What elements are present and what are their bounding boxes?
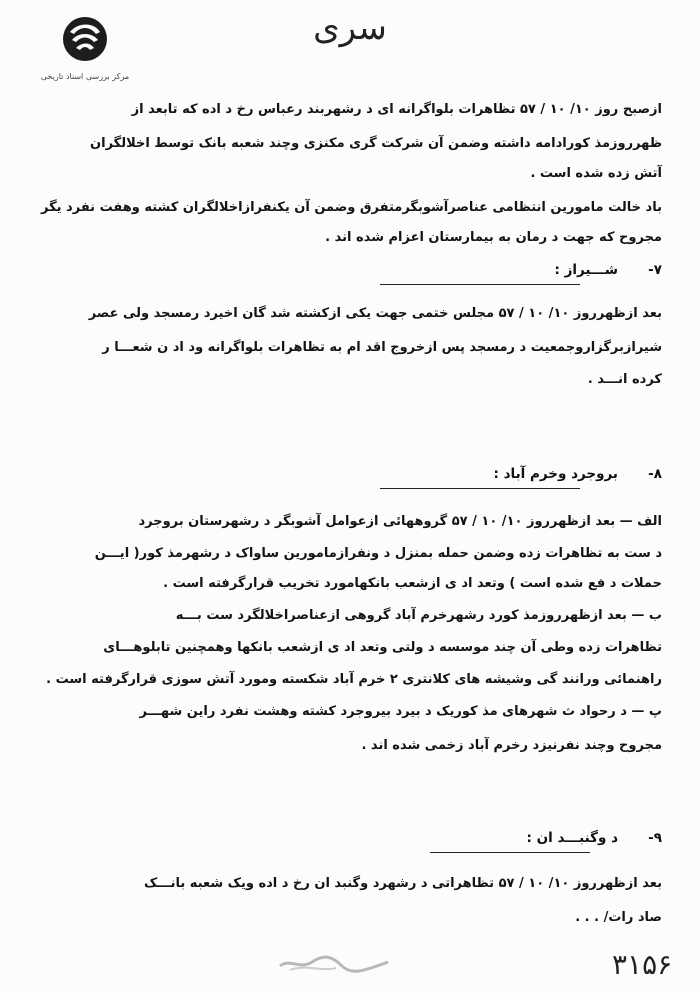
section9-title: د وگنبـــد ان : xyxy=(526,830,618,846)
section9-number: ۹- xyxy=(648,830,662,846)
paragraph5-line2: تظاهرات زده وطی آن چند موسسه د ولتی وتعد اد ی ازشعب بانکها وهمچنین تابلوهـــای xyxy=(103,640,662,655)
paragraph3-line1: بعد ازظهرروز ۱۰/ ۱۰ / ۵۷ مجلس ختمی جهت یکی ازکشته شد گان اخیرد رمسجد ولی عصر xyxy=(88,306,662,321)
paragraph2-line1: باد خالت مامورین انتظامی عناصرآشوبگرمتفرق وضمن آن یکنفرازاخلالگران کشته وهفت نفرد یگر xyxy=(41,200,662,215)
faded-stamp-icon xyxy=(270,950,400,976)
paragraph1-line3: آتش زده شده است . xyxy=(530,166,662,181)
classification-mark: سری xyxy=(313,8,387,48)
paragraph6-line1: پ — د رحواد ث شهرهای مذ کوریک د بیرد بیروجرد کشته وهشت نفرد راین شهـــر xyxy=(139,704,662,719)
paragraph1-line1: ازصبح روز ۱۰/ ۱۰ / ۵۷ تظاهرات بلواگرانه ای د رشهربند رعباس رخ د اده که تابعد از xyxy=(131,102,662,117)
paragraph6-line2: مجروح وچند نفرنیزد رخرم آباد زخمی شده اند . xyxy=(361,738,662,753)
paragraph7-line1: بعد ازظهرروز ۱۰/ ۱۰ / ۵۷ تظاهراتی د رشهرد وگنبد ان رخ د اده ویک شعبه بانـــک xyxy=(144,876,662,891)
paragraph3-line3: کرده انـــد . xyxy=(587,372,662,387)
paragraph4-line3: حملات د فع شده است ) وتعد اد ی ازشعب بانکهامورد تخریب قرارگرفته است . xyxy=(163,576,662,591)
paragraph4-line2: د ست به تظاهرات زده وضمن حمله بمنزل د ونفرازمامورین ساواک د رشهرمذ کور( ایـــن xyxy=(94,546,662,561)
section8-underline xyxy=(380,488,580,489)
paragraph4-line1: الف — بعد ازظهرروز ۱۰/ ۱۰ / ۵۷ گروههائی ازعوامل آشوبگر د رشهرستان بروجرد xyxy=(138,514,662,529)
paragraph5-line1: ب — بعد ازظهرروزمذ کورد رشهرخرم آباد گروهی ازعناصراخلالگرد ست بـــه xyxy=(175,608,662,623)
paragraph1-line2: ظهرروزمذ کورادامه داشته وضمن آن شرکت گری مکنزی وچند شعبه بانک توسط اخلالگران xyxy=(90,136,662,151)
logo-caption: مرکز بررسی اسناد تاریخی xyxy=(40,72,130,81)
section7-title: شـــیراز : xyxy=(554,262,618,278)
paragraph3-line2: شیرازبرگزاروجمعیت د رمسجد پس ازخروج اقد ام به تظاهرات بلواگرانه ود اد ن شعـــا ر xyxy=(102,340,662,355)
paragraph7-line2: صاد رات/ . . . xyxy=(575,910,662,925)
section7-underline xyxy=(380,284,580,285)
section8-title: بروجرد وخرم آباد : xyxy=(493,466,618,482)
paragraph2-line2: مجروح که جهت د رمان به بیمارستان اعزام شده اند . xyxy=(325,230,662,245)
section9-underline xyxy=(430,852,590,853)
section8-number: ۸- xyxy=(648,466,662,482)
section7-number: ۷- xyxy=(648,262,662,278)
paragraph5-line3: راهنمائی ورانند گی وشیشه های کلانتری ۲ خرم آباد شکسته ومورد آتش سوزی قرارگرفته است . xyxy=(46,672,662,687)
page-number: ۳۱۵۶ xyxy=(612,948,673,981)
